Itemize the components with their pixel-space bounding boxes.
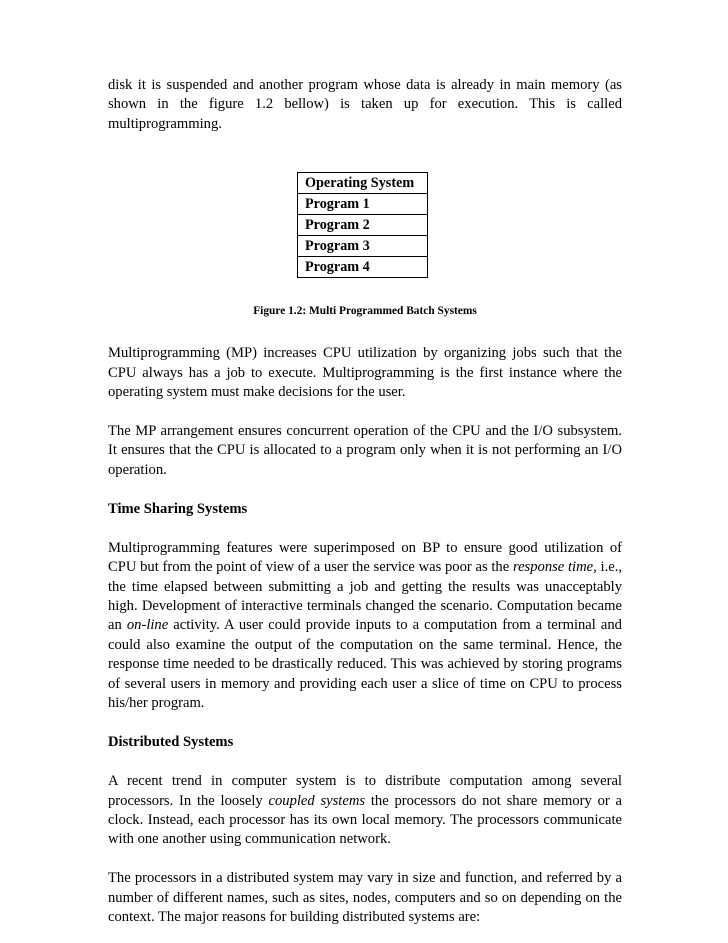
italic-term-on-line: on-line	[126, 617, 169, 634]
intro-paragraph: disk it is suspended and another program whose data is already in main memory (as shown in the figure 1.2 bellow) is taken up for execution. This is called multiprogramming.	[108, 77, 622, 132]
distributed-paragraph-1	[108, 772, 622, 850]
table-row	[298, 236, 428, 257]
text-run: the processors do not share memory or a clock. Instead, each processor has its own local memory. The processors communicate with one another using communication network.	[108, 792, 622, 848]
text-run: activity. A user could provide inputs to a computation from a terminal and could also examine the output of the computation on the same terminal. Hence, the response time needed to be drastically reduced. This was achieved by storing programs of several users in memory and providing each user a slice of time on CPU to process his/her program.	[108, 617, 622, 712]
text-run: A recent trend in computer system is to distribute computation among several processors. In the loosely	[108, 773, 622, 809]
table-cell-program-1: Program 1	[298, 194, 428, 215]
table-row	[298, 194, 428, 215]
text-run: i.e., the time elapsed between submitting a job and getting the results was unacceptably high. Development of interactive terminals changed the scenario. Computation became an	[108, 559, 622, 634]
table-cell-os: Operating System	[298, 173, 428, 194]
mp-paragraph-2: The MP arrangement ensures concurrent operation of the CPU and the I/O subsystem. It ensures that the CPU is allocated to a program only when it is not performing an I/O operation.	[108, 423, 622, 478]
italic-term-response-time: response time,	[512, 559, 597, 576]
table-row	[298, 257, 428, 278]
figure-caption: Figure 1.2: Multi Programmed Batch Systems	[253, 305, 477, 318]
document-page	[108, 76, 622, 928]
italic-term-coupled-systems: coupled systems	[268, 792, 366, 809]
figure-1-2	[108, 172, 622, 344]
table-row	[298, 215, 428, 236]
time-sharing-paragraph	[108, 539, 622, 714]
table-cell-program-2: Program 2	[298, 215, 428, 236]
table-row	[298, 173, 428, 194]
distributed-paragraph-2: The processors in a distributed system may vary in size and function, and referred by a number of different names, such as sites, nodes, computers and so on depending on the context. The major reasons for building distributed systems are:	[108, 870, 622, 926]
memory-layout-table	[297, 172, 428, 278]
time-sharing-heading: Time Sharing Systems	[108, 500, 248, 517]
table-cell-program-4: Program 4	[298, 257, 428, 278]
text-run: Multiprogramming features were superimposed on BP to ensure good utilization of CPU but from the point of view of a user the service was poor as the	[108, 539, 622, 576]
table-cell-program-3: Program 3	[298, 236, 428, 257]
mp-paragraph-1: Multiprogramming (MP) increases CPU utilization by organizing jobs such that the CPU always has a job to execute. Multiprogramming is the first instance where the operating system must make decisions for the user.	[108, 345, 622, 401]
distributed-heading: Distributed Systems	[108, 734, 234, 751]
